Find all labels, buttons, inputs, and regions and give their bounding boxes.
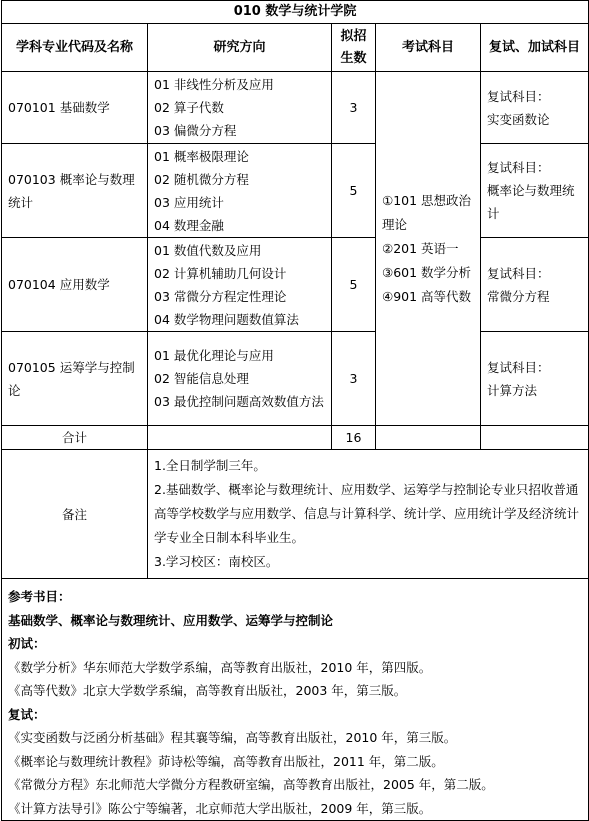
exam-subject: ③601 数学分析 bbox=[382, 264, 472, 280]
header-quota: 拟招生数 bbox=[332, 24, 376, 72]
direction-item: 01 非线性分析及应用 bbox=[154, 77, 274, 92]
quota-cell: 3 bbox=[332, 72, 376, 144]
retest-subject: 实变函数论 bbox=[487, 111, 550, 127]
retest-refs-label: 复试： bbox=[8, 706, 46, 722]
total-blank bbox=[148, 426, 332, 450]
retest-label: 复试科目： bbox=[487, 265, 550, 281]
references-row bbox=[2, 579, 589, 821]
reference-item: 《实变函数与泛函分析基础》程其襄等编，高等教育出版社，2010 年，第三版。 bbox=[8, 730, 457, 745]
note-item: 3.学习校区：南校区。 bbox=[154, 554, 279, 569]
note-item: 2.基础数学、概率论与数理统计、应用数学、运筹学与控制论专业只招收普通高等学校数学与应用数学、信息与计算科学、统计学、应用统计学及经济统计学专业全日制本科毕业生。 bbox=[154, 482, 580, 545]
header-retest: 复试、加试科目 bbox=[481, 24, 589, 72]
quota-cell: 5 bbox=[332, 238, 376, 332]
retest-label: 复试科目： bbox=[487, 88, 550, 104]
direction-cell bbox=[148, 72, 332, 144]
total-label: 合计 bbox=[2, 426, 148, 450]
major-cell: 070101 基础数学 bbox=[2, 72, 148, 144]
direction-item: 04 数学物理问题数值算法 bbox=[154, 311, 299, 327]
direction-item: 03 最优控制问题高效数值方法 bbox=[154, 394, 324, 409]
references-content bbox=[2, 579, 589, 821]
initial-label: 初试： bbox=[8, 636, 46, 651]
retest-cell bbox=[481, 72, 589, 144]
direction-item: 01 概率极限理论 bbox=[154, 148, 249, 164]
direction-item: 01 最优化理论与应用 bbox=[154, 348, 274, 363]
exam-subject: ④901 高等代数 bbox=[382, 288, 472, 304]
retest-cell bbox=[481, 332, 589, 426]
exam-subject: ②201 英语一 bbox=[382, 240, 459, 256]
direction-item: 01 数值代数及应用 bbox=[154, 242, 262, 258]
header-major: 学科专业代码及名称 bbox=[2, 24, 148, 72]
admissions-table bbox=[1, 0, 589, 821]
retest-label: 复试科目： bbox=[487, 359, 550, 375]
total-blank bbox=[481, 426, 589, 450]
direction-item: 02 算子代数 bbox=[154, 100, 224, 115]
reference-item: 《数学分析》华东师范大学数学系编，高等教育出版社，2010 年，第四版。 bbox=[8, 659, 432, 675]
notes-label: 备注 bbox=[2, 450, 148, 579]
table-row bbox=[2, 238, 589, 332]
direction-item: 03 偏微分方程 bbox=[154, 123, 237, 138]
exam-subjects-cell bbox=[376, 72, 481, 426]
table-title: 010 数学与统计学院 bbox=[2, 1, 589, 24]
total-value: 16 bbox=[332, 426, 376, 450]
retest-cell bbox=[481, 144, 589, 238]
table-row bbox=[2, 72, 589, 144]
direction-cell bbox=[148, 238, 332, 332]
reference-item: 《高等代数》北京大学数学系编，高等教育出版社，2003 年，第三版。 bbox=[8, 683, 407, 698]
reference-item: 《常微分方程》东北师范大学微分方程教研室编，高等教育出版社，2005 年，第二版。 bbox=[8, 777, 494, 792]
retest-cell bbox=[481, 238, 589, 332]
retest-subject: 概率论与数理统计 bbox=[487, 183, 575, 221]
notes-content bbox=[148, 450, 589, 579]
header-direction: 研究方向 bbox=[148, 24, 332, 72]
header-exam: 考试科目 bbox=[376, 24, 481, 72]
notes-row bbox=[2, 450, 589, 579]
references-heading: 参考书目： bbox=[8, 589, 71, 604]
major-cell: 070105 运筹学与控制论 bbox=[2, 332, 148, 426]
quota-cell: 5 bbox=[332, 144, 376, 238]
direction-item: 02 计算机辅助几何设计 bbox=[154, 265, 287, 281]
retest-subject: 计算方法 bbox=[487, 382, 538, 398]
total-row bbox=[2, 426, 589, 450]
direction-item: 03 应用统计 bbox=[154, 194, 224, 210]
major-cell: 070103 概率论与数理统计 bbox=[2, 144, 148, 238]
direction-item: 03 常微分方程定性理论 bbox=[154, 288, 287, 304]
direction-cell bbox=[148, 332, 332, 426]
reference-item: 《计算方法导引》陈公宁等编著，北京师范大学出版社，2009 年，第三版。 bbox=[8, 800, 432, 816]
total-blank bbox=[376, 426, 481, 450]
direction-item: 02 智能信息处理 bbox=[154, 371, 249, 386]
table-row bbox=[2, 144, 589, 238]
note-item: 1.全日制学制三年。 bbox=[154, 458, 266, 473]
direction-cell bbox=[148, 144, 332, 238]
retest-label: 复试科目： bbox=[487, 160, 550, 175]
quota-cell: 3 bbox=[332, 332, 376, 426]
reference-item: 《概率论与数理统计教程》茆诗松等编，高等教育出版社，2011 年，第二版。 bbox=[8, 753, 444, 769]
exam-subject: ①101 思想政治理论 bbox=[382, 192, 472, 232]
major-cell: 070104 应用数学 bbox=[2, 238, 148, 332]
references-subheading: 基础数学、概率论与数理统计、应用数学、运筹学与控制论 bbox=[8, 612, 334, 628]
direction-item: 04 数理金融 bbox=[154, 217, 224, 233]
direction-item: 02 随机微分方程 bbox=[154, 171, 249, 187]
table-row bbox=[2, 332, 589, 426]
retest-subject: 常微分方程 bbox=[487, 288, 550, 304]
